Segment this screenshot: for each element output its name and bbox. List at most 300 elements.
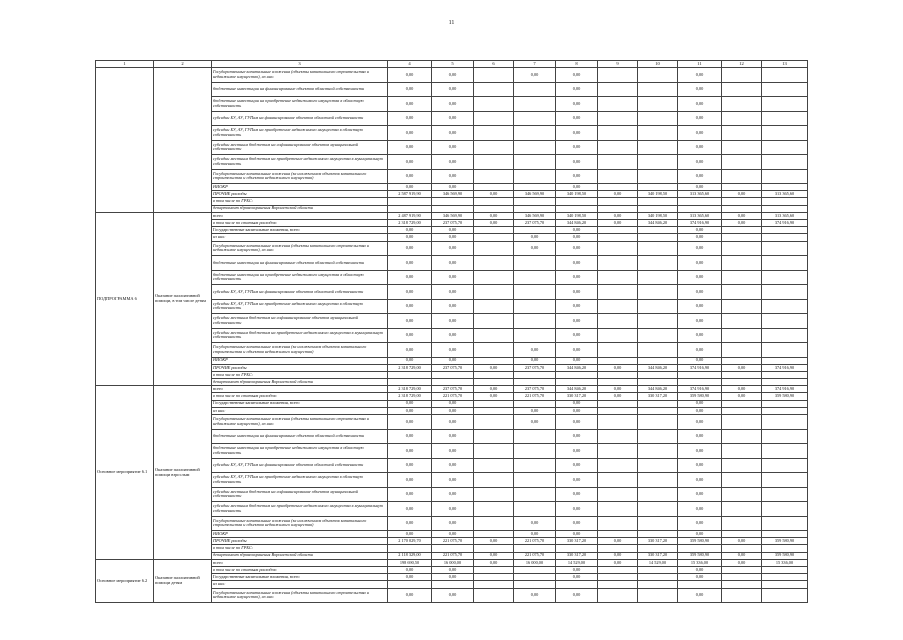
- amount-cell: 2 118 329,00: [388, 552, 432, 559]
- amount-cell: [722, 343, 762, 358]
- amount-cell: [514, 502, 556, 517]
- amount-cell: [598, 234, 638, 241]
- amount-cell: [722, 205, 762, 212]
- amount-cell: 0,00: [556, 299, 598, 314]
- amount-cell: [514, 169, 556, 184]
- amount-cell: 374 916,90: [678, 364, 722, 371]
- amount-cell: 0,00: [514, 531, 556, 538]
- amount-cell: 2 318 729,00: [388, 393, 432, 400]
- amount-cell: 0,00: [432, 227, 474, 234]
- amount-cell: 0,00: [432, 270, 474, 285]
- amount-cell: 0,00: [432, 531, 474, 538]
- amount-cell: [638, 581, 678, 588]
- amount-cell: 221 075,70: [432, 538, 474, 545]
- amount-cell: [722, 285, 762, 300]
- amount-cell: 237 075,70: [432, 219, 474, 226]
- amount-cell: 0,00: [388, 343, 432, 358]
- amount-cell: [638, 516, 678, 531]
- amount-cell: [388, 379, 432, 386]
- amount-cell: [638, 343, 678, 358]
- amount-cell: 0,00: [388, 407, 432, 414]
- amount-cell: [638, 314, 678, 329]
- expense-type-label: Государственные капитальные вложения (объекты капитального строительства и недвижимое имущество), из них:: [212, 588, 388, 603]
- amount-cell: [722, 545, 762, 552]
- amount-cell: 0,00: [474, 552, 514, 559]
- amount-cell: 0,00: [432, 155, 474, 170]
- amount-cell: [678, 581, 722, 588]
- amount-cell: [722, 126, 762, 141]
- amount-cell: 374 916,90: [762, 386, 808, 393]
- amount-cell: 0,00: [722, 538, 762, 545]
- amount-cell: 0,00: [678, 588, 722, 603]
- amount-cell: 0,00: [556, 487, 598, 502]
- amount-cell: [598, 68, 638, 83]
- amount-cell: [598, 227, 638, 234]
- amount-cell: 0,00: [514, 343, 556, 358]
- amount-cell: [514, 256, 556, 271]
- expense-type-label: в том числе по ГРБС:: [212, 545, 388, 552]
- amount-cell: [762, 574, 808, 581]
- amount-cell: 0,00: [432, 314, 474, 329]
- amount-cell: [638, 155, 678, 170]
- amount-cell: [762, 328, 808, 343]
- amount-cell: [556, 371, 598, 378]
- expense-type-label: Государственные капитальные вложения (за исключением объектов капитального строительства и объектов недвижимого имущества): [212, 516, 388, 531]
- amount-cell: [638, 545, 678, 552]
- amount-cell: [638, 400, 678, 407]
- amount-cell: 359 580,90: [678, 538, 722, 545]
- amount-cell: [638, 184, 678, 191]
- amount-cell: [598, 343, 638, 358]
- amount-cell: [762, 285, 808, 300]
- amount-cell: [598, 379, 638, 386]
- amount-cell: 0,00: [678, 126, 722, 141]
- amount-cell: 0,00: [556, 415, 598, 430]
- amount-cell: 0,00: [556, 531, 598, 538]
- expense-type-label: субсидии местным бюджетам на приобретение недвижимого имущества в муниципальную собственность: [212, 155, 388, 170]
- amount-cell: [762, 314, 808, 329]
- amount-cell: [474, 184, 514, 191]
- amount-cell: 0,00: [556, 407, 598, 414]
- amount-cell: [474, 371, 514, 378]
- amount-cell: [638, 371, 678, 378]
- amount-cell: [722, 574, 762, 581]
- amount-cell: 0,00: [514, 516, 556, 531]
- amount-cell: [638, 415, 678, 430]
- column-number-row: [96, 61, 808, 68]
- amount-cell: 0,00: [598, 386, 638, 393]
- amount-cell: [722, 516, 762, 531]
- amount-cell: [678, 371, 722, 378]
- amount-cell: [556, 205, 598, 212]
- amount-cell: [762, 184, 808, 191]
- amount-cell: 0,00: [678, 270, 722, 285]
- amount-cell: [474, 566, 514, 573]
- amount-cell: [638, 111, 678, 126]
- amount-cell: 0,00: [598, 212, 638, 219]
- amount-cell: [474, 205, 514, 212]
- amount-cell: 0,00: [556, 256, 598, 271]
- amount-cell: 0,00: [514, 407, 556, 414]
- amount-cell: 221 075,70: [514, 538, 556, 545]
- amount-cell: [474, 97, 514, 112]
- amount-cell: [762, 379, 808, 386]
- amount-cell: [474, 256, 514, 271]
- amount-cell: 0,00: [388, 328, 432, 343]
- column-number-cell: 5: [432, 61, 474, 68]
- amount-cell: 0,00: [432, 400, 474, 407]
- amount-cell: [598, 429, 638, 444]
- amount-cell: 0,00: [432, 299, 474, 314]
- amount-cell: 0,00: [556, 270, 598, 285]
- amount-cell: 0,00: [556, 458, 598, 473]
- amount-cell: 0,00: [388, 270, 432, 285]
- amount-cell: [474, 270, 514, 285]
- amount-cell: 344 846,20: [638, 386, 678, 393]
- expense-type-label: субсидии местным бюджетам на софинансирование объектов муниципальной собственности: [212, 140, 388, 155]
- amount-cell: [638, 531, 678, 538]
- amount-cell: 359 580,90: [678, 393, 722, 400]
- amount-cell: [762, 270, 808, 285]
- amount-cell: 0,00: [514, 415, 556, 430]
- expense-type-label: Государственные капитальные вложения, всего: [212, 227, 388, 234]
- amount-cell: [598, 241, 638, 256]
- amount-cell: 0,00: [474, 191, 514, 198]
- amount-cell: 0,00: [432, 68, 474, 83]
- amount-cell: [638, 169, 678, 184]
- amount-cell: 0,00: [678, 256, 722, 271]
- amount-cell: [388, 581, 432, 588]
- amount-cell: 0,00: [432, 82, 474, 97]
- amount-cell: [762, 256, 808, 271]
- amount-cell: [514, 184, 556, 191]
- amount-cell: 0,00: [678, 155, 722, 170]
- amount-cell: 0,00: [678, 502, 722, 517]
- page-number: 11: [448, 20, 455, 26]
- amount-cell: 0,00: [556, 473, 598, 488]
- amount-cell: 0,00: [432, 241, 474, 256]
- amount-cell: 313 365,60: [762, 212, 808, 219]
- program-name-cell: Оказание паллиативной помощи, в том числе детям: [154, 212, 212, 386]
- amount-cell: [638, 198, 678, 205]
- amount-cell: 0,00: [678, 444, 722, 459]
- amount-cell: 0,00: [388, 111, 432, 126]
- amount-cell: [722, 458, 762, 473]
- amount-cell: [474, 415, 514, 430]
- amount-cell: 0,00: [678, 299, 722, 314]
- amount-cell: [474, 531, 514, 538]
- amount-cell: 0,00: [432, 487, 474, 502]
- expense-type-label: бюджетные инвестиции на финансирование объектов областной собственности: [212, 256, 388, 271]
- amount-cell: 0,00: [556, 155, 598, 170]
- column-number-cell: 6: [474, 61, 514, 68]
- amount-cell: [762, 357, 808, 364]
- amount-cell: [762, 516, 808, 531]
- amount-cell: 0,00: [678, 97, 722, 112]
- amount-cell: 198 690,50: [388, 559, 432, 566]
- column-number-cell: 2: [154, 61, 212, 68]
- amount-cell: [598, 155, 638, 170]
- amount-cell: 0,00: [722, 552, 762, 559]
- expense-type-label: НИОКР: [212, 531, 388, 538]
- amount-cell: 0,00: [432, 184, 474, 191]
- amount-cell: 340 198,50: [556, 191, 598, 198]
- amount-cell: 0,00: [388, 588, 432, 603]
- table-row: [96, 559, 808, 566]
- amount-cell: 0,00: [678, 111, 722, 126]
- amount-cell: [474, 379, 514, 386]
- amount-cell: [514, 140, 556, 155]
- amount-cell: 0,00: [722, 219, 762, 226]
- amount-cell: 0,00: [556, 502, 598, 517]
- program-status-cell: ПОДПРОГРАММА 6: [96, 212, 154, 386]
- amount-cell: [598, 487, 638, 502]
- amount-cell: 0,00: [388, 314, 432, 329]
- amount-cell: [598, 357, 638, 364]
- amount-cell: [514, 429, 556, 444]
- amount-cell: 0,00: [474, 219, 514, 226]
- amount-cell: [762, 140, 808, 155]
- amount-cell: 221 075,70: [514, 552, 556, 559]
- amount-cell: [722, 184, 762, 191]
- amount-cell: [514, 566, 556, 573]
- amount-cell: [514, 270, 556, 285]
- amount-cell: [722, 407, 762, 414]
- amount-cell: [638, 444, 678, 459]
- amount-cell: [678, 379, 722, 386]
- amount-cell: 0,00: [678, 473, 722, 488]
- amount-cell: [638, 82, 678, 97]
- amount-cell: 0,00: [722, 559, 762, 566]
- amount-cell: [722, 371, 762, 378]
- amount-cell: [762, 400, 808, 407]
- amount-cell: [638, 407, 678, 414]
- amount-cell: [762, 234, 808, 241]
- amount-cell: 0,00: [514, 588, 556, 603]
- column-number-cell: 10: [638, 61, 678, 68]
- amount-cell: [762, 155, 808, 170]
- amount-cell: 0,00: [388, 227, 432, 234]
- amount-cell: 0,00: [556, 516, 598, 531]
- amount-cell: [474, 407, 514, 414]
- amount-cell: [762, 82, 808, 97]
- amount-cell: [762, 97, 808, 112]
- amount-cell: 0,00: [432, 574, 474, 581]
- amount-cell: 2 487 919,90: [388, 212, 432, 219]
- amount-cell: [722, 429, 762, 444]
- amount-cell: 16 000,00: [432, 559, 474, 566]
- amount-cell: 0,00: [388, 444, 432, 459]
- amount-cell: [514, 155, 556, 170]
- expense-type-label: субсидии БУ, АУ, ГУПам на приобретение недвижимого имущества в областную собственность: [212, 299, 388, 314]
- amount-cell: 0,00: [678, 169, 722, 184]
- amount-cell: [598, 400, 638, 407]
- amount-cell: 0,00: [432, 516, 474, 531]
- amount-cell: 0,00: [388, 357, 432, 364]
- amount-cell: [722, 169, 762, 184]
- amount-cell: 0,00: [678, 531, 722, 538]
- amount-cell: 0,00: [432, 502, 474, 517]
- amount-cell: 0,00: [388, 97, 432, 112]
- amount-cell: 237 075,70: [432, 386, 474, 393]
- amount-cell: [722, 82, 762, 97]
- table-row: [96, 386, 808, 393]
- amount-cell: 0,00: [388, 487, 432, 502]
- expense-type-label: бюджетные инвестиции на финансирование объектов областной собственности: [212, 82, 388, 97]
- amount-cell: [514, 299, 556, 314]
- amount-cell: [722, 68, 762, 83]
- expense-type-label: бюджетные инвестиции на приобретение недвижимого имущества в областную собственность: [212, 97, 388, 112]
- amount-cell: 2 170 029,70: [388, 538, 432, 545]
- amount-cell: 0,00: [556, 97, 598, 112]
- amount-cell: [514, 574, 556, 581]
- amount-cell: [474, 227, 514, 234]
- amount-cell: 0,00: [388, 184, 432, 191]
- amount-cell: 0,00: [388, 502, 432, 517]
- amount-cell: 0,00: [474, 393, 514, 400]
- amount-cell: 237 075,70: [514, 364, 556, 371]
- amount-cell: 344 846,20: [556, 386, 598, 393]
- expense-type-label: ПРОЧИЕ расходы: [212, 364, 388, 371]
- amount-cell: 0,00: [388, 241, 432, 256]
- amount-cell: 14 529,00: [638, 559, 678, 566]
- amount-cell: [432, 379, 474, 386]
- amount-cell: 0,00: [556, 314, 598, 329]
- amount-cell: 359 580,90: [762, 552, 808, 559]
- amount-cell: 0,00: [388, 574, 432, 581]
- expense-type-label: субсидии БУ, АУ, ГУПам на приобретение недвижимого имущества в областную собственность: [212, 126, 388, 141]
- amount-cell: 0,00: [432, 328, 474, 343]
- expense-type-label: субсидии местным бюджетам на софинансирование объектов муниципальной собственности: [212, 487, 388, 502]
- amount-cell: 0,00: [388, 566, 432, 573]
- amount-cell: [474, 234, 514, 241]
- amount-cell: 330 317,20: [556, 393, 598, 400]
- amount-cell: 0,00: [474, 364, 514, 371]
- amount-cell: 359 580,90: [678, 552, 722, 559]
- amount-cell: 0,00: [556, 444, 598, 459]
- amount-cell: [638, 68, 678, 83]
- amount-cell: 0,00: [388, 285, 432, 300]
- amount-cell: [474, 429, 514, 444]
- amount-cell: 359 580,90: [762, 393, 808, 400]
- expense-type-label: в том числе по статьям расходов:: [212, 393, 388, 400]
- amount-cell: [474, 343, 514, 358]
- amount-cell: [762, 531, 808, 538]
- amount-cell: [762, 68, 808, 83]
- amount-cell: [638, 205, 678, 212]
- amount-cell: 0,00: [432, 234, 474, 241]
- column-number-cell: 4: [388, 61, 432, 68]
- amount-cell: 0,00: [598, 191, 638, 198]
- amount-cell: 0,00: [388, 299, 432, 314]
- program-name-cell: [154, 68, 212, 213]
- amount-cell: 0,00: [514, 234, 556, 241]
- amount-cell: [598, 502, 638, 517]
- amount-cell: [474, 82, 514, 97]
- amount-cell: [514, 227, 556, 234]
- amount-cell: 0,00: [388, 516, 432, 531]
- amount-cell: 374 916,90: [762, 364, 808, 371]
- amount-cell: [722, 328, 762, 343]
- amount-cell: [638, 379, 678, 386]
- expense-type-label: Государственные капитальные вложения, всего: [212, 574, 388, 581]
- amount-cell: 0,00: [514, 241, 556, 256]
- amount-cell: 0,00: [432, 566, 474, 573]
- amount-cell: 0,00: [678, 234, 722, 241]
- amount-cell: 0,00: [388, 473, 432, 488]
- amount-cell: 340 198,50: [556, 212, 598, 219]
- amount-cell: 16 000,00: [514, 559, 556, 566]
- amount-cell: [474, 285, 514, 300]
- amount-cell: [722, 227, 762, 234]
- amount-cell: 344 846,20: [556, 219, 598, 226]
- amount-cell: 0,00: [432, 415, 474, 430]
- amount-cell: 340 198,50: [638, 191, 678, 198]
- amount-cell: [514, 400, 556, 407]
- amount-cell: 0,00: [598, 364, 638, 371]
- expense-type-label: из них:: [212, 407, 388, 414]
- amount-cell: [474, 357, 514, 364]
- amount-cell: 0,00: [678, 400, 722, 407]
- amount-cell: [762, 429, 808, 444]
- amount-cell: [638, 140, 678, 155]
- amount-cell: 346 569,90: [432, 191, 474, 198]
- amount-cell: [474, 444, 514, 459]
- amount-cell: [722, 357, 762, 364]
- amount-cell: [722, 299, 762, 314]
- amount-cell: [598, 415, 638, 430]
- table-row: [96, 212, 808, 219]
- amount-cell: 0,00: [556, 429, 598, 444]
- amount-cell: [514, 458, 556, 473]
- expense-type-label: из них:: [212, 581, 388, 588]
- program-status-cell: [96, 68, 154, 213]
- amount-cell: [474, 126, 514, 141]
- amount-cell: 0,00: [474, 212, 514, 219]
- amount-cell: [722, 581, 762, 588]
- column-number-cell: 7: [514, 61, 556, 68]
- amount-cell: [722, 502, 762, 517]
- amount-cell: [474, 111, 514, 126]
- amount-cell: [638, 256, 678, 271]
- amount-cell: 0,00: [678, 458, 722, 473]
- amount-cell: 0,00: [678, 314, 722, 329]
- amount-cell: [678, 545, 722, 552]
- amount-cell: 0,00: [722, 191, 762, 198]
- expense-type-label: субсидии БУ, АУ, ГУПам на приобретение недвижимого имущества в областную собственность: [212, 473, 388, 488]
- amount-cell: 0,00: [432, 285, 474, 300]
- amount-cell: [762, 407, 808, 414]
- amount-cell: [638, 285, 678, 300]
- expense-type-label: субсидии БУ, АУ, ГУПам на финансирование объектов областной собственности: [212, 458, 388, 473]
- amount-cell: [474, 545, 514, 552]
- amount-cell: [678, 198, 722, 205]
- amount-cell: 359 580,90: [762, 538, 808, 545]
- amount-cell: [762, 198, 808, 205]
- amount-cell: [722, 270, 762, 285]
- expense-type-label: Государственные капитальные вложения (объекты капитального строительства и недвижимое имущество), из них:: [212, 241, 388, 256]
- expense-type-label: из них:: [212, 234, 388, 241]
- amount-cell: 0,00: [432, 588, 474, 603]
- amount-cell: [388, 198, 432, 205]
- amount-cell: [762, 444, 808, 459]
- expense-type-label: бюджетные инвестиции на приобретение недвижимого имущества в областную собственность: [212, 444, 388, 459]
- amount-cell: [722, 588, 762, 603]
- amount-cell: 237 075,70: [514, 219, 556, 226]
- amount-cell: 0,00: [678, 566, 722, 573]
- amount-cell: 0,00: [678, 487, 722, 502]
- amount-cell: 0,00: [556, 566, 598, 573]
